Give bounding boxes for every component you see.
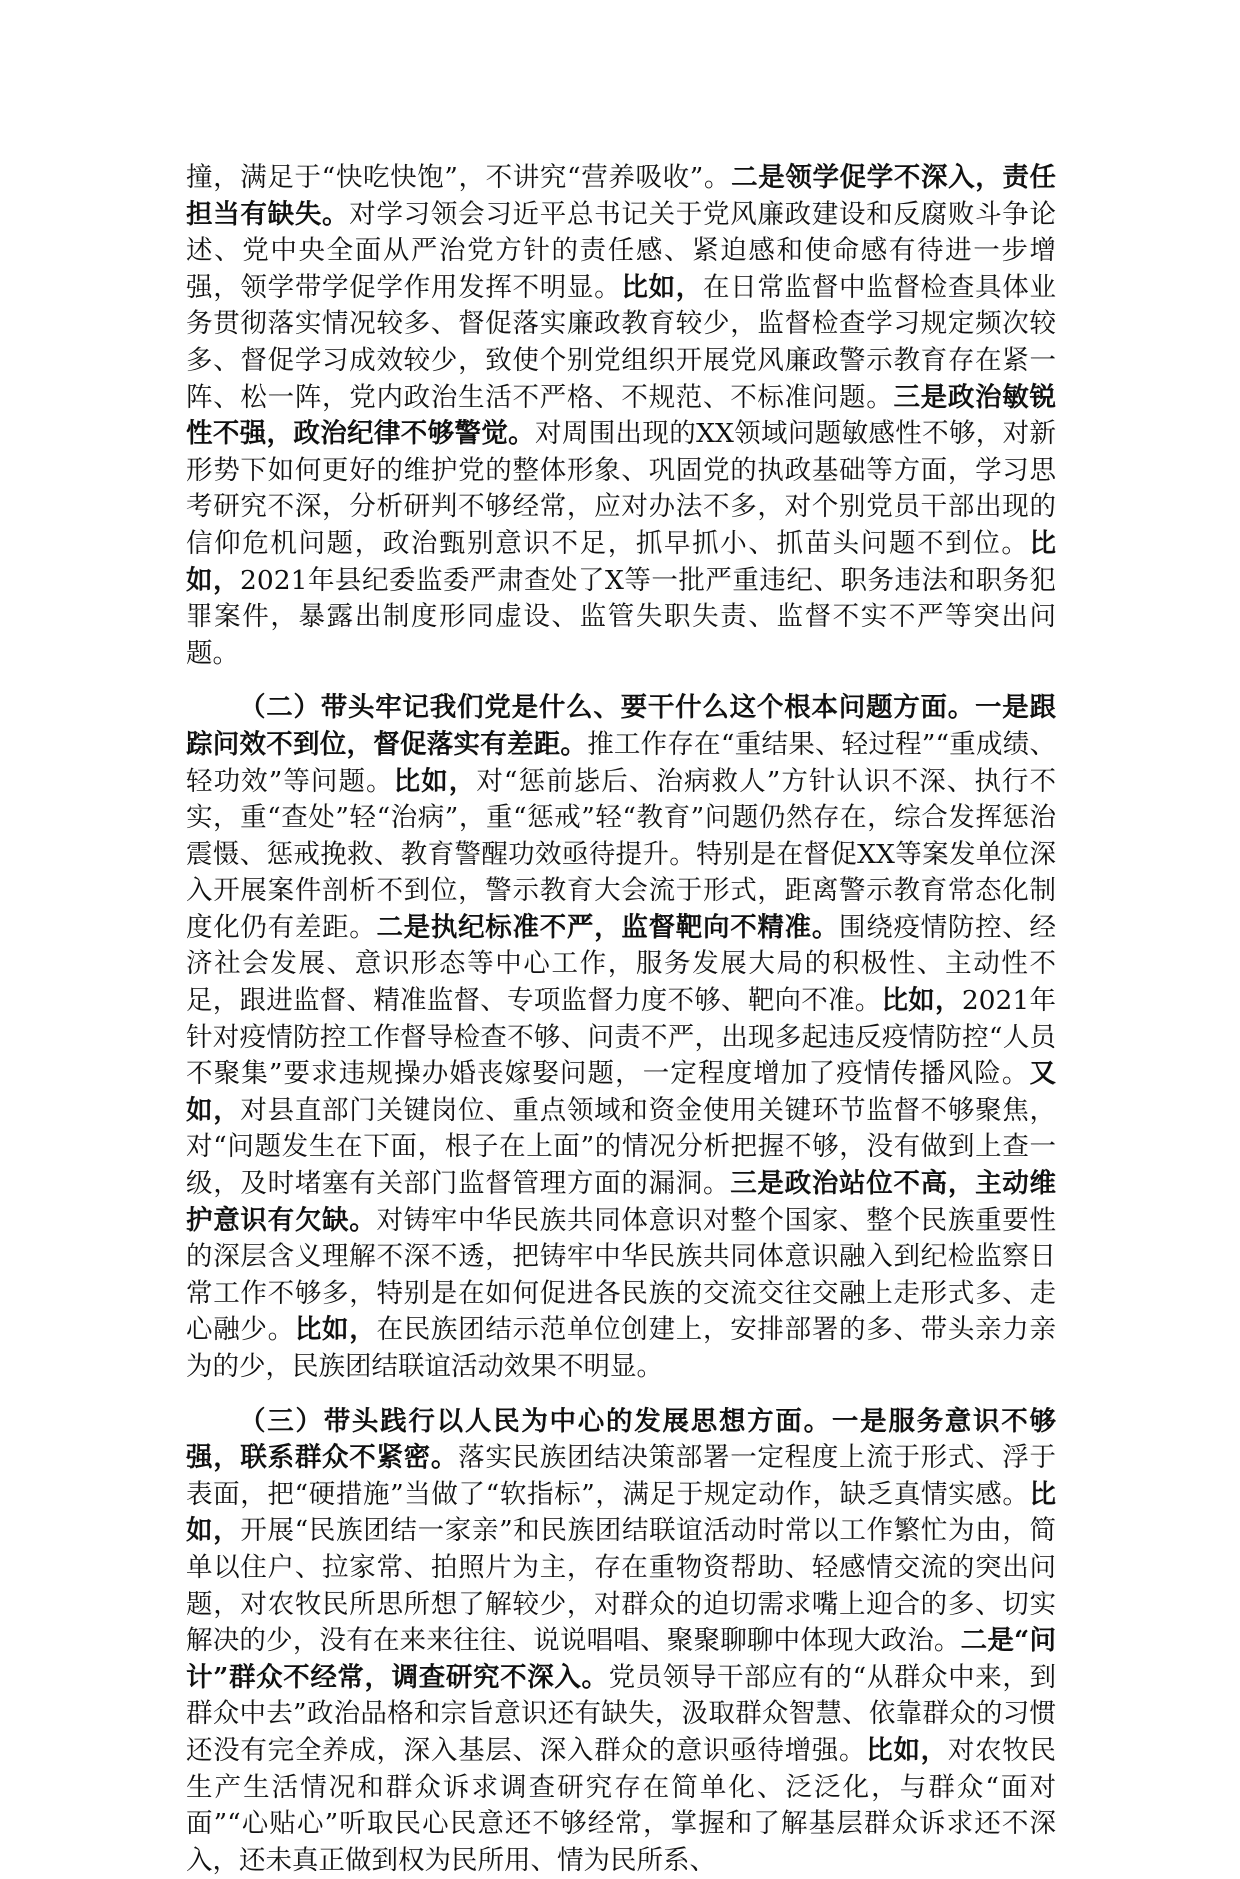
- paragraph-1: [186, 160, 1056, 672]
- bold-example-run: 比如，: [881, 985, 962, 1017]
- section-heading-run: （三）带头践行以人民为中心的发展思想方面。一是服务意识不够强，联系群众不紧密。: [186, 1405, 1056, 1474]
- bold-heading-run: 三是政治敏锐性不强，政治纪律不够警觉。: [186, 381, 1057, 450]
- text-run: 对周围出现的XX领域问题敏感性不够，对新形势下如何更好的维护党的整体形象、巩固党的执政基础等方面，学习思考研究不深，分析研判不够经常，应对办法不多，对个别党员干部出现的信仰危机问题，政治甄别意识不足，抓早抓小、抓苗头问题不到位。: [186, 418, 1056, 559]
- bold-example-run: 比如，: [186, 1478, 1056, 1547]
- text-run: 对“惩前毖后、治病救人”方针认识不深、执行不实，重“查处”轻“治病”，重“惩戒”轻“教育”问题仍然存在，综合发挥惩治震慑、惩戒挽救、教育警醒功效亟待提升。特别是在督促XX等案发单位深入开展案件剖析不到位，警示教育大会流于形式，距离警示教育常态化制度化仍有差距。: [186, 765, 1056, 943]
- text-run: 对县直部门关键岗位、重点领域和资金使用关键环节监督不够聚焦，对“问题发生在下面，根子在上面”的情况分析把握不够，没有做到上查一级，及时堵塞有关部门监督管理方面的漏洞。: [186, 1094, 1057, 1200]
- text-run: 对学习领会习近平总书记关于党风廉政建设和反腐败斗争论述、党中央全面从严治党方针的责任感、紧迫感和使命感有待进一步增强，领学带学促学作用发挥不明显。: [186, 198, 1057, 303]
- paragraph-2: [186, 690, 1056, 1385]
- text-run: 2021年针对疫情防控工作督导检查不够、问责不严，出现多起违反疫情防控“人员不聚集”要求违规操办婚丧嫁娶问题，一定程度增加了疫情传播风险。: [186, 985, 1057, 1090]
- text-run: 党员领导干部应有的“从群众中来，到群众中去”政治品格和宗旨意识还有缺失，汲取群众智慧、依靠群众的习惯还没有完全养成，深入基层、深入群众的意识亟待增强。: [186, 1661, 1056, 1766]
- bold-example-run: 比如，: [866, 1734, 948, 1766]
- text-run: 对农牧民生产生活情况和群众诉求调查研究存在简单化、泛泛化，与群众“面对面”“心贴心”听取民心民意还不够经常，掌握和了解基层群众诉求还不深入，还未真正做到权为民所用、情为民所系、: [186, 1734, 1057, 1876]
- text-run: 开展“民族团结一家亲”和民族团结联谊活动时常以工作繁忙为由，简单以住户、拉家常、拍照片为主，存在重物资帮助、轻感情交流的突出问题，对农牧民所思所想了解较少，对群众的迫切需求嘴上迎合的多、切实解决的少，没有在来来往往、说说唱唱、聚聚聊聊中体现大政治。: [186, 1515, 1056, 1657]
- bold-example-run: 又如，: [186, 1058, 1056, 1126]
- text-run: 撞，满足于“快吃快饱”，不讲究“营养吸收”。: [186, 162, 732, 193]
- bold-heading-run: 三是政治站位不高，主动维护意识有欠缺。: [186, 1168, 1057, 1236]
- text-run: 围绕疫情防控、经济社会发展、意识形态等中心工作，服务发展大局的积极性、主动性不足，跟进监督、精准监督、专项监督力度不够、靶向不准。: [186, 911, 1057, 1017]
- paragraph-3: [186, 1404, 1056, 1879]
- text-run: 对铸牢中华民族共同体意识对整个国家、整个民族重要性的深层含义理解不深不透，把铸牢中华民族共同体意识融入到纪检监察日常工作不够多，特别是在如何促进各民族的交流交往交融上走形式多、走心融少。: [186, 1204, 1057, 1346]
- text-run: 2021年县纪委监委严肃查处了X等一批严重违纪、职务违法和职务犯罪案件，暴露出制度形同虚设、监管失职失责、监督不实不严等突出问题。: [186, 564, 1056, 669]
- bold-example-run: 比如，: [621, 271, 703, 303]
- text-run: 在日常监督中监督检查具体业务贯彻落实情况较多、督促落实廉政教育较少，监督检查学习规定频次较多、督促学习成效较少，致使个别党组织开展党风廉政警示教育存在紧一阵、松一阵，党内政治生活不严格、不规范、不标准问题。: [186, 271, 1057, 413]
- bold-example-run: 比如，: [393, 765, 477, 797]
- document-body: [186, 160, 1056, 1879]
- section-heading-run: （二）带头牢记我们党是什么、要干什么这个根本问题方面。一是跟踪问效不到位，督促落实有差距。: [186, 692, 1056, 760]
- text-run: 推工作存在“重结果、轻过程”“重成绩、轻功效”等问题。: [186, 728, 1056, 797]
- bold-heading-run: 二是执纪标准不严，监督靶向不精准。: [376, 911, 840, 943]
- text-run: 在民族团结示范单位创建上，安排部署的多、带头亲力亲为的少，民族团结联谊活动效果不明显。: [186, 1314, 1057, 1382]
- bold-example-run: 比如，: [294, 1314, 377, 1346]
- bold-heading-run: 二是领学促学不深入，责任担当有缺失。: [186, 162, 1056, 230]
- text-run: 落实民族团结决策部署一定程度上流于形式、浮于表面，把“硬措施”当做了“软指标”，满足于规定动作，缺乏真情实感。: [186, 1442, 1057, 1510]
- bold-example-run: 比如，: [186, 527, 1056, 596]
- bold-heading-run: 二是“问计”群众不经常，调查研究不深入。: [186, 1625, 1057, 1693]
